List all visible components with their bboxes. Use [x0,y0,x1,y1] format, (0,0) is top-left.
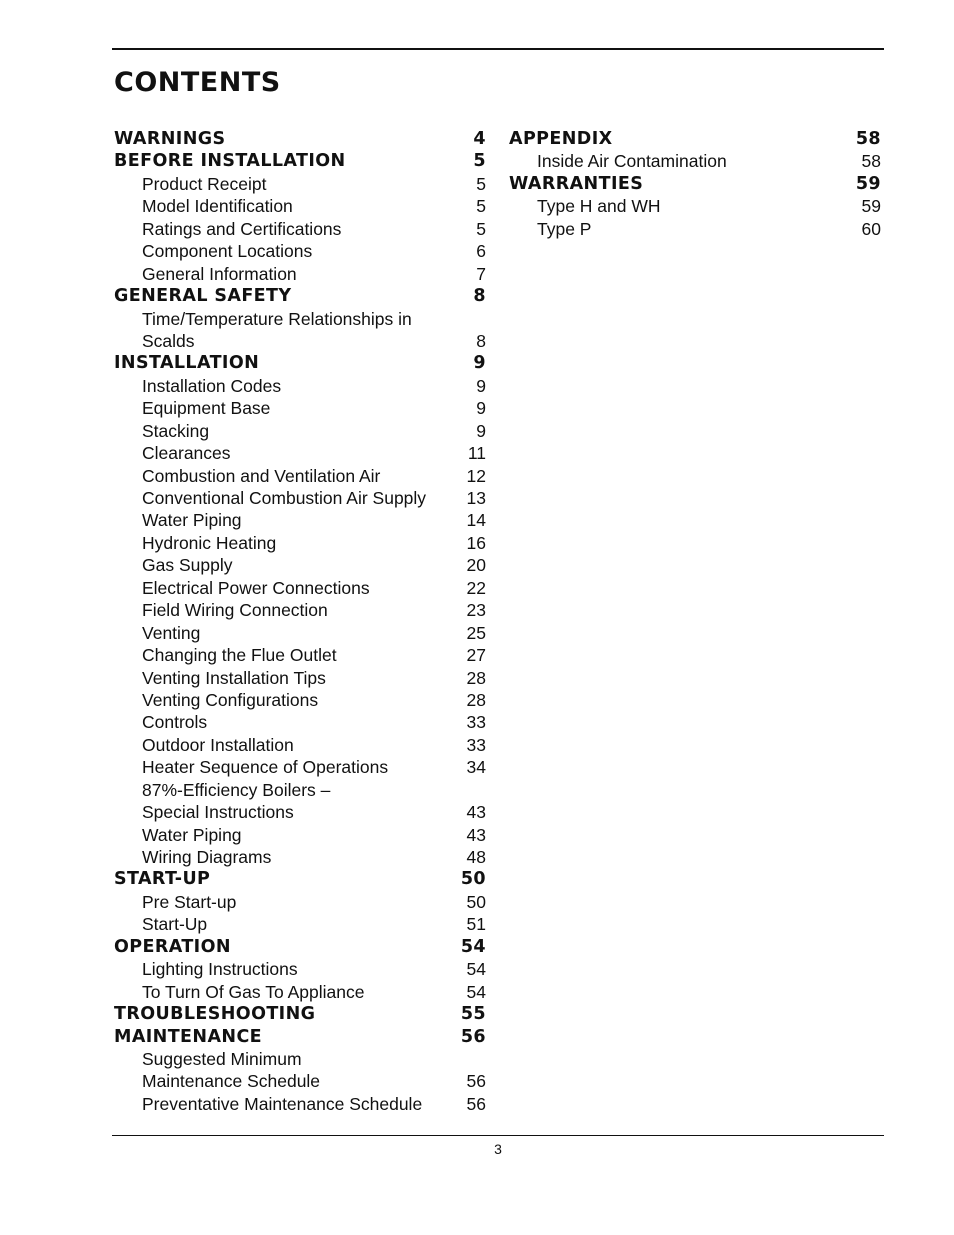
top-rule [112,48,884,50]
toc-entry-label: Preventative Maintenance Schedule [142,1093,423,1114]
toc-section-entry[interactable] [509,128,881,150]
toc-entry-page: 54 [460,936,486,957]
toc-entry-label: Type H and WH [537,196,661,217]
toc-entry-page: 6 [476,241,486,262]
toc-entry-label: 87%-Efficiency Boilers – [142,779,331,800]
toc-entry-label: Component Locations [142,241,313,262]
toc-entry-page: 48 [466,847,486,867]
toc-entry-label: START-UP [114,869,211,890]
toc-entry-label: Maintenance Schedule [142,1071,321,1092]
toc-entry-label: Installation Codes [142,375,282,396]
toc-entry-page: 7 [476,263,486,284]
toc-subentry[interactable] [114,577,486,599]
toc-right-column [509,128,881,240]
toc-entry-label: Wiring Diagrams [142,847,272,867]
toc-entry-label: WARRANTIES [509,173,644,194]
toc-entry-page: 59 [861,196,881,217]
toc-section-entry[interactable] [114,1026,486,1048]
toc-entry-page: 27 [466,645,486,666]
bottom-rule [112,1135,884,1136]
toc-subentry[interactable] [114,599,486,621]
toc-subentry[interactable] [114,756,486,778]
toc-subentry[interactable] [114,846,486,868]
toc-entry-page: 43 [466,824,486,845]
toc-entry-label: BEFORE INSTALLATION [114,151,346,172]
toc-subentry[interactable] [114,240,486,262]
toc-entry-label: Start-Up [142,914,208,935]
toc-entry-label: OPERATION [114,936,231,957]
toc-subentry[interactable] [114,824,486,846]
toc-entry-label: Electrical Power Connections [142,577,370,598]
toc-subentry[interactable] [509,150,881,172]
toc-entry-label: Suggested Minimum [142,1048,302,1069]
toc-subentry[interactable] [509,195,881,217]
toc-entry-page: 9 [473,353,486,374]
toc-entry-page: 13 [466,488,486,508]
toc-section-entry[interactable] [114,1003,486,1025]
page-title: CONTENTS [114,67,281,98]
toc-entry-page: 33 [466,734,486,755]
toc-entry-label: MAINTENANCE [114,1026,263,1047]
toc-section-entry[interactable] [509,173,881,195]
toc-entry-label: Ratings and Certifications [142,218,342,239]
toc-entry-page: 28 [466,689,486,710]
toc-entry-page: 9 [476,420,486,441]
toc-entry-label: Combustion and Ventilation Air [142,465,381,486]
toc-entry-label: Changing the Flue Outlet [142,645,337,666]
toc-subentry[interactable] [114,711,486,733]
toc-subentry[interactable] [114,375,486,397]
toc-entry-label: Controls [142,712,208,733]
toc-entry-label: Field Wiring Connection [142,600,328,621]
toc-subentry[interactable] [114,487,486,509]
toc-entry-label: Time/Temperature Relationships in [142,308,412,329]
toc-entry-label: WARNINGS [114,129,226,149]
toc-section-entry[interactable] [114,868,486,890]
toc-subentry[interactable] [114,465,486,487]
toc-subentry[interactable] [114,442,486,464]
toc-entry-page: 8 [473,286,486,307]
toc-subentry[interactable] [509,218,881,240]
toc-section-entry[interactable] [114,128,486,150]
toc-entry-page: 50 [460,869,486,890]
toc-subentry[interactable] [114,173,486,195]
toc-subentry[interactable] [114,509,486,531]
toc-entry-page: 12 [466,465,486,486]
toc-subentry[interactable] [114,801,486,823]
toc-entry-page: 33 [466,712,486,733]
toc-entry-label: Equipment Base [142,398,271,419]
toc-section-entry[interactable] [114,936,486,958]
toc-entry-page: 54 [466,959,486,980]
toc-subentry[interactable] [114,958,486,980]
toc-entry-page: 22 [466,577,486,598]
toc-entry-page: 56 [466,1093,486,1114]
toc-entry-label: Gas Supply [142,555,233,576]
toc-entry-label: GENERAL SAFETY [114,286,292,307]
toc-entry-page: 5 [476,173,486,194]
toc-entry-page: 14 [466,510,486,531]
toc-entry-page: 56 [466,1071,486,1092]
toc-entry-page: 11 [467,443,486,464]
toc-entry-page: 60 [861,218,881,239]
toc-entry-label: Lighting Instructions [142,959,298,980]
toc-subentry[interactable] [114,667,486,689]
toc-entry-page: 8 [476,330,486,351]
toc-entry-label: Special Instructions [142,802,294,823]
toc-entry-label: Venting Configurations [142,689,319,710]
toc-entry-label: Type P [537,218,592,239]
toc-left-column [114,128,486,1115]
toc-subentry[interactable] [114,913,486,935]
toc-entry-label: General Information [142,263,297,284]
toc-subentry[interactable] [114,397,486,419]
toc-subentry[interactable] [114,263,486,285]
toc-subentry[interactable] [114,891,486,913]
toc-entry-page: 34 [466,757,486,778]
toc-entry-label: Stacking [142,420,210,441]
toc-entry-label: INSTALLATION [114,353,260,374]
toc-entry-label: Conventional Combustion Air Supply [142,488,427,508]
toc-subentry[interactable] [114,532,486,554]
toc-section-entry[interactable] [114,285,486,307]
toc-subentry[interactable] [114,622,486,644]
toc-entry-page: 9 [476,375,486,396]
toc-entry-page: 9 [476,398,486,419]
toc-entry-label: To Turn Of Gas To Appliance [142,981,365,1002]
toc-entry-label: Pre Start-up [142,891,237,912]
toc-entry-page: 59 [855,173,881,194]
toc-entry-label: Hydronic Heating [142,532,277,553]
toc-entry-page: 23 [466,600,486,621]
toc-entry-label: Clearances [142,443,231,464]
toc-entry-page: 16 [466,532,486,553]
toc-entry-label: Venting Installation Tips [142,667,326,688]
toc-entry-page: 58 [861,151,881,172]
toc-subentry[interactable] [114,195,486,217]
toc-subentry[interactable] [114,734,486,756]
toc-section-entry[interactable] [114,352,486,374]
toc-entry-page: 55 [460,1004,486,1025]
toc-entry-label: Venting [142,622,201,643]
toc-entry-page: 28 [466,667,486,688]
toc-entry-label: Outdoor Installation [142,734,294,755]
toc-entry-page: 56 [460,1026,486,1047]
toc-entry-page: 50 [466,891,486,912]
toc-subentry[interactable] [114,308,486,330]
toc-subentry[interactable] [114,779,486,801]
toc-entry-label: APPENDIX [509,129,613,149]
toc-entry-label: TROUBLESHOOTING [114,1004,316,1025]
toc-subentry[interactable] [114,1093,486,1115]
toc-entry-page: 58 [855,129,881,149]
toc-subentry[interactable] [114,1070,486,1092]
page-number: 3 [494,1141,502,1157]
toc-subentry[interactable] [114,644,486,666]
toc-entry-page: 54 [466,981,486,1002]
toc-entry-page: 51 [466,914,486,935]
toc-entry-page: 5 [476,218,486,239]
toc-subentry[interactable] [114,981,486,1003]
toc-subentry[interactable] [114,420,486,442]
toc-entry-label: Inside Air Contamination [537,151,727,172]
toc-entry-page: 5 [473,151,486,172]
toc-entry-label: Product Receipt [142,173,267,194]
toc-entry-label: Water Piping [142,510,242,531]
toc-subentry[interactable] [114,1048,486,1070]
toc-entry-label: Heater Sequence of Operations [142,757,389,778]
toc-entry-page: 43 [466,802,486,823]
toc-subentry[interactable] [114,689,486,711]
toc-entry-page: 5 [476,196,486,217]
toc-subentry[interactable] [114,218,486,240]
toc-section-entry[interactable] [114,150,486,172]
toc-entry-page: 4 [473,129,486,149]
toc-subentry[interactable] [114,554,486,576]
toc-entry-page: 20 [466,555,486,576]
toc-entry-label: Water Piping [142,824,242,845]
toc-entry-label: Scalds [142,330,195,351]
toc-entry-label: Model Identification [142,196,293,217]
toc-entry-page: 25 [466,622,486,643]
toc-subentry[interactable] [114,330,486,352]
